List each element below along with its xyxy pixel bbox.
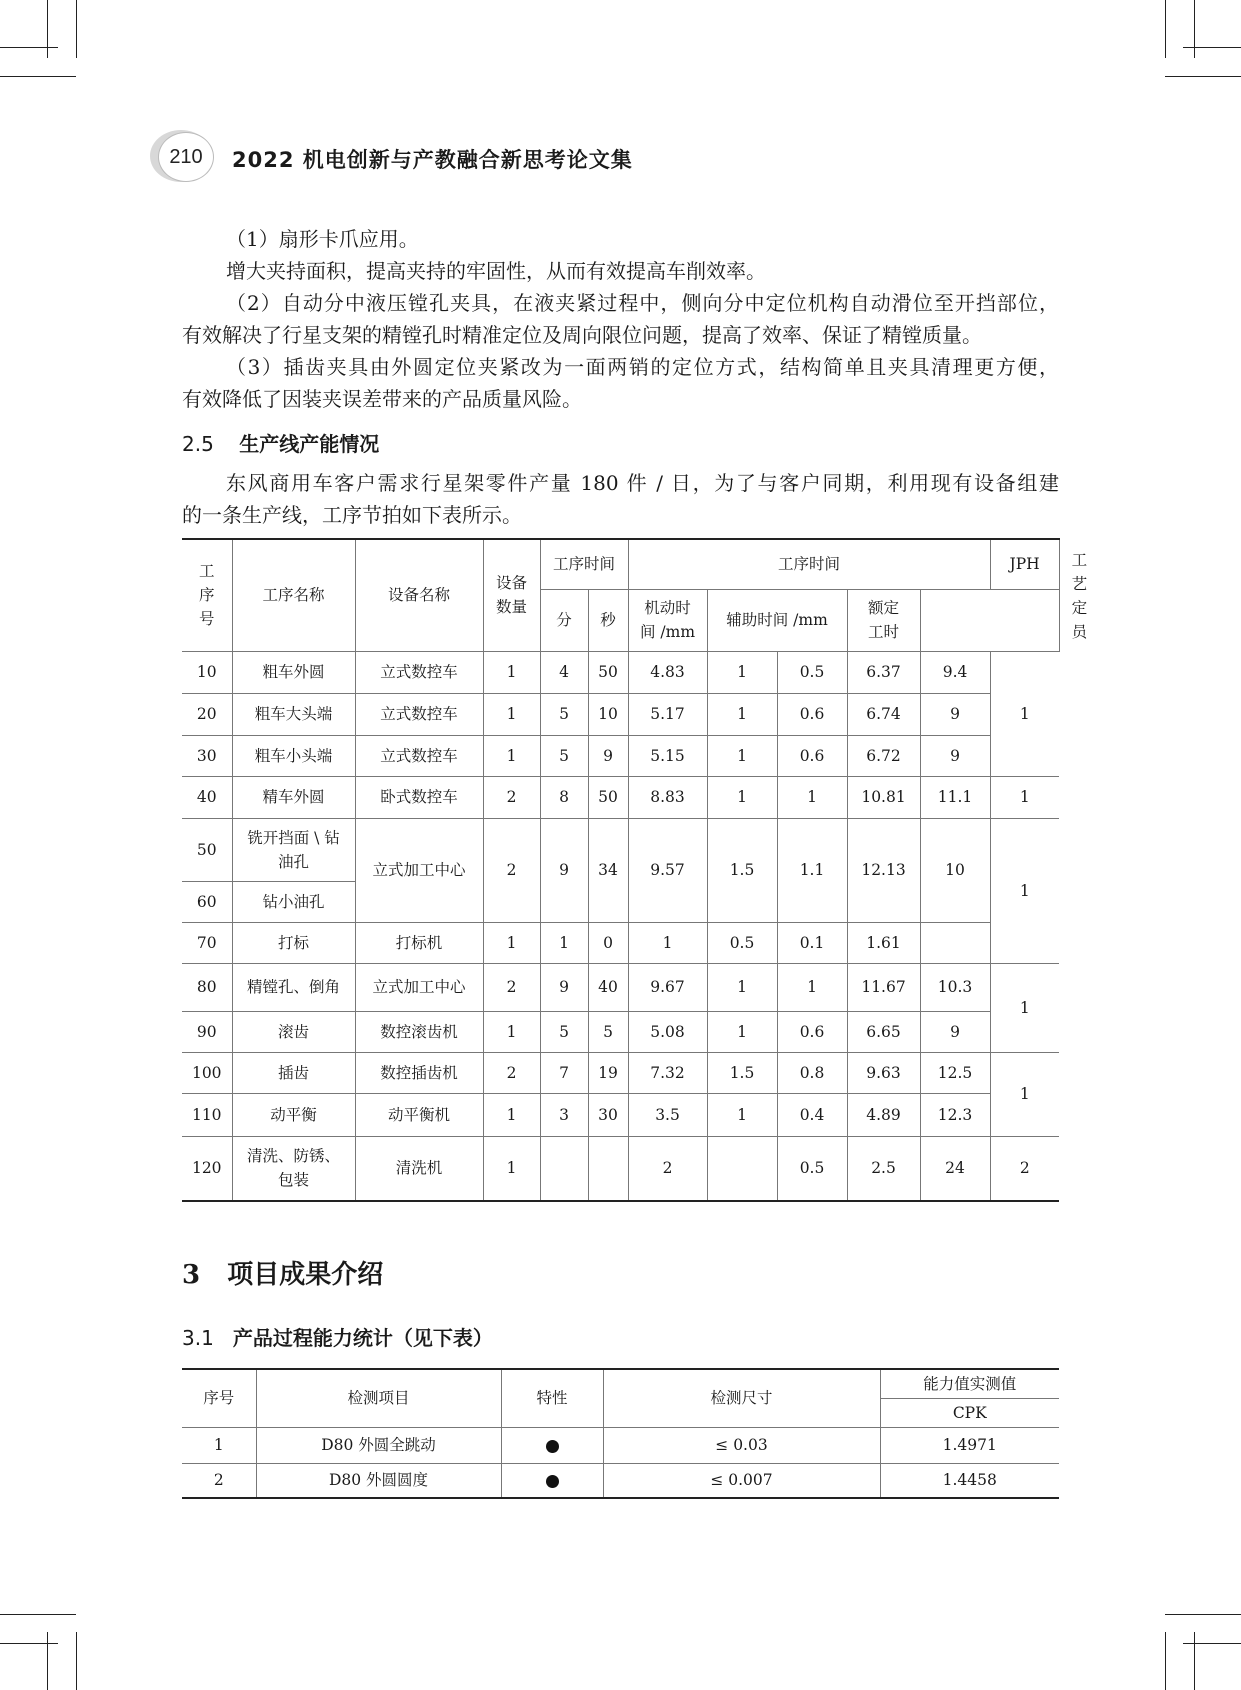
table-row	[182, 693, 1059, 735]
section-number: 3.1	[182, 1326, 214, 1350]
cell-second: 10	[588, 693, 628, 735]
cell-equipment: 立式加工中心	[355, 963, 483, 1011]
key-characteristic-dot-icon	[546, 1475, 559, 1488]
cell-equipment: 立式数控车	[355, 735, 483, 776]
chapter-title: 项目成果介绍	[227, 1260, 384, 1290]
cell-aux-time-2: 1.1	[777, 818, 847, 922]
table-row	[182, 1093, 1059, 1136]
cell-process-name: 粗车小头端	[232, 735, 355, 776]
cell-rated-time: 6.65	[847, 1011, 920, 1052]
cell-qty: 1	[483, 1136, 540, 1201]
section-number: 2.5	[182, 432, 214, 456]
crop-mark	[76, 0, 77, 58]
cell-aux-time-2: 1	[777, 776, 847, 818]
table-row	[182, 776, 1059, 818]
table-row	[182, 1463, 1059, 1498]
cell-jph: 12.3	[920, 1093, 990, 1136]
cell-jph: 10.3	[920, 963, 990, 1011]
cell-aux-time-1: 1	[707, 693, 777, 735]
table-row	[182, 651, 1059, 693]
cell-seq: 110	[182, 1093, 232, 1136]
cell-rated-time: 12.13	[847, 818, 920, 922]
paragraph: （3）插齿夹具由外圆定位夹紧改为一面两销的定位方式，结构简单且夹具清理更方便，	[226, 355, 1059, 379]
cell-seq: 40	[182, 776, 232, 818]
cell-qty: 1	[483, 1011, 540, 1052]
crop-mark	[76, 1632, 77, 1690]
cell-staff: 1	[990, 1052, 1059, 1136]
cell-machine-time: 7.32	[628, 1052, 707, 1093]
cell-qty: 2	[483, 776, 540, 818]
cell-jph	[920, 922, 990, 963]
cell-process-name: 钻小油孔	[232, 881, 355, 922]
cell-aux-time-1: 1	[707, 1093, 777, 1136]
header-seq: 序号	[182, 1369, 256, 1427]
table-row	[182, 922, 1059, 963]
cell-machine-time: 9.57	[628, 818, 707, 922]
cell-rated-time: 6.72	[847, 735, 920, 776]
cell-process-name: 精车外圆	[232, 776, 355, 818]
cell-seq: 50	[182, 818, 232, 881]
cell-aux-time-2: 0.6	[777, 1011, 847, 1052]
cell-equipment: 立式加工中心	[355, 818, 483, 922]
cell-aux-time-1: 1	[707, 735, 777, 776]
cell-process-name: 粗车大头端	[232, 693, 355, 735]
crop-mark	[0, 1614, 76, 1615]
cell-seq: 70	[182, 922, 232, 963]
cell-equipment: 动平衡机	[355, 1093, 483, 1136]
cell-qty: 1	[483, 651, 540, 693]
cell-process-name: 动平衡	[232, 1093, 355, 1136]
cell-aux-time-2: 0.5	[777, 1136, 847, 1201]
cell-machine-time: 5.17	[628, 693, 707, 735]
cell-aux-time-1: 1	[707, 776, 777, 818]
cell-machine-time: 5.15	[628, 735, 707, 776]
paragraph: 东风商用车客户需求行星架零件产量 180 件 / 日，为了与客户同期，利用现有设备组建	[226, 471, 1059, 495]
section-title: 生产线产能情况	[239, 432, 380, 456]
cell-second: 0	[588, 922, 628, 963]
running-title: 2022 机电创新与产教融合新思考论文集	[232, 148, 633, 172]
cell-item: D80 外圆圆度	[256, 1463, 501, 1498]
crop-mark	[1165, 0, 1166, 58]
header-cpk: CPK	[880, 1398, 1059, 1427]
cell-aux-time-2: 0.5	[777, 651, 847, 693]
cell-qty: 1	[483, 735, 540, 776]
process-capability-table	[182, 1368, 1059, 1499]
table-row	[182, 1011, 1059, 1052]
crop-mark	[1183, 47, 1241, 48]
paragraph: 有效解决了行星支架的精镗孔时精准定位及周向限位问题，提高了效率、保证了精镗质量。	[182, 323, 982, 347]
header-size: 检测尺寸	[603, 1369, 880, 1427]
crop-mark	[1165, 1632, 1166, 1690]
cell-minute	[540, 1136, 588, 1201]
cell-second: 19	[588, 1052, 628, 1093]
cell-jph: 24	[920, 1136, 990, 1201]
table-row	[182, 1052, 1059, 1093]
cell-rated-time: 1.61	[847, 922, 920, 963]
cell-rated-time: 11.67	[847, 963, 920, 1011]
header-second: 秒	[588, 589, 628, 651]
cell-equipment: 立式数控车	[355, 693, 483, 735]
cell-qty: 1	[483, 693, 540, 735]
cell-minute: 8	[540, 776, 588, 818]
table-row	[182, 818, 1059, 881]
cell-rated-time: 6.74	[847, 693, 920, 735]
cell-machine-time: 8.83	[628, 776, 707, 818]
cell-item: D80 外圆全跳动	[256, 1427, 501, 1463]
crop-mark	[47, 1632, 48, 1690]
header-aux-time: 辅助时间 /mm	[707, 589, 847, 651]
section-heading	[182, 428, 379, 457]
crop-mark	[1194, 1632, 1195, 1690]
cell-second	[588, 1136, 628, 1201]
section-heading	[182, 1322, 493, 1351]
crop-mark	[0, 47, 58, 48]
header-equipment-qty: 设备数量	[483, 539, 540, 651]
cell-seq: 1	[182, 1427, 256, 1463]
table-row	[182, 1427, 1059, 1463]
cell-equipment: 打标机	[355, 922, 483, 963]
cell-staff: 1	[990, 651, 1059, 776]
cell-minute: 5	[540, 735, 588, 776]
cell-process-name: 铣开挡面 \ 钻油孔	[232, 818, 355, 881]
cell-process-name: 清洗、防锈、包装	[232, 1136, 355, 1201]
paragraph: 的一条生产线，工序节拍如下表所示。	[182, 503, 522, 527]
cell-minute: 5	[540, 1011, 588, 1052]
cell-seq: 100	[182, 1052, 232, 1093]
cell-second: 40	[588, 963, 628, 1011]
header-process-time-group: 工序时间	[628, 539, 990, 589]
cell-process-name: 滚齿	[232, 1011, 355, 1052]
header-machine-time: 机动时间 /mm	[628, 589, 707, 651]
crop-mark	[1183, 1643, 1241, 1644]
cell-process-name: 精镗孔、倒角	[232, 963, 355, 1011]
cell-jph: 9	[920, 735, 990, 776]
cell-second: 30	[588, 1093, 628, 1136]
cell-second: 34	[588, 818, 628, 922]
header-process-time: 工序时间	[540, 539, 628, 589]
cell-machine-time: 1	[628, 922, 707, 963]
header-minute: 分	[540, 589, 588, 651]
cell-size: ≤ 0.007	[603, 1463, 880, 1498]
header-rated-time: 额定工时	[847, 589, 920, 651]
header-jph-spacer	[920, 589, 990, 651]
cell-aux-time-1: 0.5	[707, 922, 777, 963]
cell-qty: 2	[483, 818, 540, 922]
chapter-heading	[182, 1254, 383, 1291]
paragraph: （1）扇形卡爪应用。	[226, 227, 419, 251]
cell-jph: 9.4	[920, 651, 990, 693]
crop-mark	[1194, 0, 1195, 58]
header-feature: 特性	[501, 1369, 603, 1427]
crop-mark	[1165, 76, 1241, 77]
key-characteristic-dot-icon	[546, 1440, 559, 1453]
cell-machine-time: 3.5	[628, 1093, 707, 1136]
cell-cpk: 1.4971	[880, 1427, 1059, 1463]
header-seq-no: 工序号	[182, 539, 232, 651]
cell-second: 50	[588, 776, 628, 818]
cell-process-name: 粗车外圆	[232, 651, 355, 693]
paragraph: （2）自动分中液压镗孔夹具，在液夹紧过程中，侧向分中定位机构自动滑位至开挡部位，	[226, 291, 1059, 315]
cell-jph: 9	[920, 693, 990, 735]
crop-mark	[47, 0, 48, 58]
cell-equipment: 卧式数控车	[355, 776, 483, 818]
cell-minute: 9	[540, 963, 588, 1011]
cell-seq: 2	[182, 1463, 256, 1498]
cell-machine-time: 9.67	[628, 963, 707, 1011]
cell-seq: 80	[182, 963, 232, 1011]
cell-rated-time: 2.5	[847, 1136, 920, 1201]
table-row	[182, 735, 1059, 776]
cell-aux-time-1: 1.5	[707, 818, 777, 922]
cell-seq: 30	[182, 735, 232, 776]
page-number: 210	[158, 132, 214, 182]
crop-mark	[1165, 1614, 1241, 1615]
cell-aux-time-2: 0.4	[777, 1093, 847, 1136]
paragraph: 增大夹持面积，提高夹持的牢固性，从而有效提高车削效率。	[226, 259, 766, 283]
cell-minute: 5	[540, 693, 588, 735]
crop-mark	[0, 76, 76, 77]
cell-staff: 1	[990, 818, 1059, 963]
cell-minute: 4	[540, 651, 588, 693]
cell-aux-time-2: 0.1	[777, 922, 847, 963]
cell-equipment: 清洗机	[355, 1136, 483, 1201]
cell-cpk: 1.4458	[880, 1463, 1059, 1498]
cell-jph: 12.5	[920, 1052, 990, 1093]
cell-qty: 1	[483, 922, 540, 963]
cell-second: 5	[588, 1011, 628, 1052]
header-capability: 能力值实测值	[880, 1369, 1059, 1398]
cell-minute: 7	[540, 1052, 588, 1093]
header-equipment-name: 设备名称	[355, 539, 483, 651]
process-time-table: 工序号 工序名称 设备名称 设备数量 工序时间 工序时间 JPH 工艺定员 分 秒 机动时间 /mm 辅助时间 /mm 额定工时 10 粗车外圆 立式数控车 1 4 50 4.83 1 0.5 6.37 9.4 1 20 粗车大头端 立式数控车 1 5 10 5.17 1 0.6 6.74 9 30 粗车小头端 立式数控车 1 5 9 5.15 1 0.6 6.72 9 40 精车外圆 卧式数控车 2 8 50 8.83 1 1 10.81 11.1 1 50 铣开挡面 \ 钻油孔 立式加工中心 2 9 34 9.57 1.5 1.1 12.13 10 1 60 钻小油孔 70 打标 打标机 1 1 0 1 0.5 0.1 1.61 80 精镗孔、倒角 立式加工中心 2 9 40 9.67 1 1 11.67 10.3 1 90 滚齿 数控滚齿机 1 5 5 5.08 1 0.6 6.65 9 100 插齿 数控插齿机 2 7 19 7.32 1.5 0.8 9.63 12.5 1 110 动平衡 动平衡机 1 3 30 3.5 1 0.4 4.89 12.3 120 清洗、防锈、包装 清洗机 1 2 0.5 2.5 24 2	[182, 538, 1059, 1202]
cell-second: 9	[588, 735, 628, 776]
cell-aux-time-1: 1	[707, 963, 777, 1011]
header-item: 检测项目	[256, 1369, 501, 1427]
cell-equipment: 立式数控车	[355, 651, 483, 693]
section-title: 产品过程能力统计（见下表）	[232, 1326, 493, 1350]
cell-machine-time: 4.83	[628, 651, 707, 693]
cell-aux-time-1: 1.5	[707, 1052, 777, 1093]
cell-staff: 2	[990, 1136, 1059, 1201]
cell-process-name: 打标	[232, 922, 355, 963]
cell-size: ≤ 0.03	[603, 1427, 880, 1463]
cell-feature	[501, 1427, 603, 1463]
cell-seq: 90	[182, 1011, 232, 1052]
cell-seq: 10	[182, 651, 232, 693]
cell-feature	[501, 1463, 603, 1498]
cell-equipment: 数控滚齿机	[355, 1011, 483, 1052]
cell-aux-time-1: 1	[707, 1011, 777, 1052]
cell-aux-time-2: 1	[777, 963, 847, 1011]
cell-aux-time-2: 0.6	[777, 693, 847, 735]
paragraph: 有效降低了因装夹误差带来的产品质量风险。	[182, 387, 582, 411]
cell-aux-time-1	[707, 1136, 777, 1201]
cell-minute: 3	[540, 1093, 588, 1136]
cell-qty: 2	[483, 1052, 540, 1093]
cell-equipment: 数控插齿机	[355, 1052, 483, 1093]
table-row	[182, 1136, 1059, 1201]
cell-seq: 60	[182, 881, 232, 922]
cell-aux-time-1: 1	[707, 651, 777, 693]
cell-rated-time: 10.81	[847, 776, 920, 818]
cell-minute: 9	[540, 818, 588, 922]
cell-seq: 120	[182, 1136, 232, 1201]
cell-machine-time: 5.08	[628, 1011, 707, 1052]
chapter-number: 3	[182, 1260, 201, 1290]
cell-staff: 1	[990, 776, 1059, 818]
header-jph: JPH	[990, 539, 1059, 589]
cell-rated-time: 9.63	[847, 1052, 920, 1093]
cell-qty: 2	[483, 963, 540, 1011]
cell-rated-time: 4.89	[847, 1093, 920, 1136]
cell-jph: 10	[920, 818, 990, 922]
cell-process-name: 插齿	[232, 1052, 355, 1093]
header-process-name: 工序名称	[232, 539, 355, 651]
cell-jph: 11.1	[920, 776, 990, 818]
cell-rated-time: 6.37	[847, 651, 920, 693]
crop-mark	[0, 1643, 58, 1644]
cell-second: 50	[588, 651, 628, 693]
cell-minute: 1	[540, 922, 588, 963]
cell-seq: 20	[182, 693, 232, 735]
cell-aux-time-2: 0.8	[777, 1052, 847, 1093]
table-row	[182, 963, 1059, 1011]
cell-machine-time: 2	[628, 1136, 707, 1201]
cell-qty: 1	[483, 1093, 540, 1136]
cell-aux-time-2: 0.6	[777, 735, 847, 776]
cell-jph: 9	[920, 1011, 990, 1052]
cell-staff: 1	[990, 963, 1059, 1052]
